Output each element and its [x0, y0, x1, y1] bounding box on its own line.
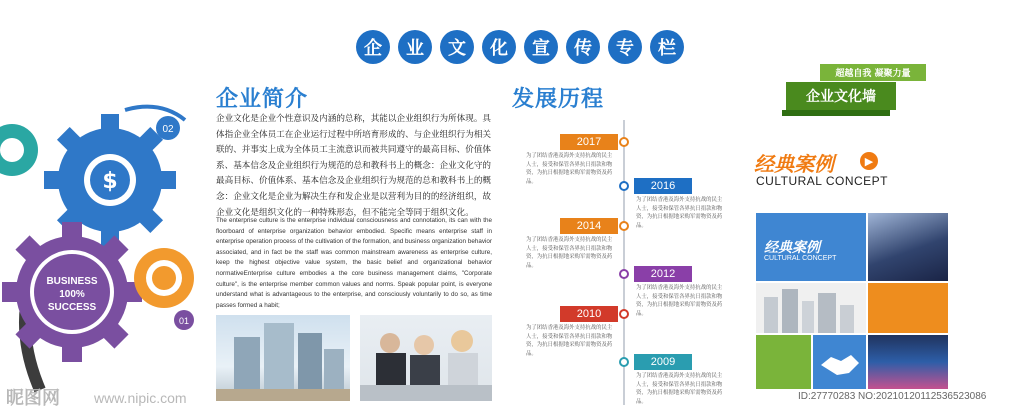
building-photo: [216, 315, 350, 401]
step-02-label: 02: [162, 124, 174, 135]
year-tag: 2010: [560, 306, 618, 322]
intro-chinese-text: 企业文化是企业个性意识及内涵的总称，其能以企业组织行为所体现。具体指企业全体员工在企业运行过程中所培育形成的、与企业组织行为相关联的、并事实上成为全体员工主流意识而被共同遵守的最高目标、价值体系、基本信念及企业组织行为规范的总和教科书上的概念：企业文化守的最高目标、价值体系、基本信念及企业组织行为规范的总和教科书上的概念：企业文化是企业为解决生存和发企业是以营利为目的的经济组织，故企业文化是组织文化的一种特殊形态，但不能完全等同于组织文化。: [216, 114, 492, 218]
business-text: BUSINESS: [46, 276, 98, 287]
tile-heading: 经典案例: [764, 240, 820, 256]
timeline-text: 为了团结香港及海外支持抗战的民主人士，接受和保管各界抗日捐款和物资，为抗日根据地采购军需物资及药品。: [526, 325, 613, 357]
timeline-text: 为了团结香港及海外支持抗战的民主人士，接受和保管各界抗日捐款和物资，为抗日根据地采购军需物资及药品。: [526, 237, 613, 269]
title-char: 宣: [524, 30, 558, 64]
orange-tile: [868, 283, 948, 333]
skyscraper-photo: [868, 213, 948, 281]
wall-slogan: 超越自我 凝聚力量: [820, 64, 926, 81]
wall-title: 企业文化墙: [786, 82, 896, 110]
year-tag: 2017: [560, 134, 618, 150]
title-char: 专: [608, 30, 642, 64]
city-photo: [756, 283, 866, 333]
timeline-text: 为了团结香港及海外支持抗战的民主人士，接受和保管各界抗日捐款和物资，为抗日根据地采购军需物资及药品。: [526, 153, 613, 185]
teal-gear-icon: [0, 124, 38, 176]
case-subheading: CULTURAL CONCEPT: [756, 174, 889, 188]
orange-gear-icon: [134, 248, 194, 308]
title-char: 栏: [650, 30, 684, 64]
timeline-text: 为了团结香港及海外支持抗战的民主人士，接受和保管各界抗日捐款和物资，为抗日根据地采购军需物资及药品。: [636, 285, 723, 317]
business-meeting-photo: [360, 315, 492, 401]
title-char: 化: [482, 30, 516, 64]
handshake-tile: [813, 335, 866, 389]
watermark-id: ID:27770283 NO:20210120112536523086: [798, 391, 987, 402]
wall-title-shadow: [782, 110, 890, 116]
timeline-dot: [619, 137, 629, 147]
title-char: 企: [356, 30, 390, 64]
tile-subheading: CULTURAL CONCEPT: [764, 255, 837, 262]
svg-text:$: $: [102, 169, 118, 194]
watermark-logo: 昵图网: [6, 388, 60, 409]
timeline-dot: [619, 357, 629, 367]
green-tile: [756, 335, 811, 389]
percent-text: 100%: [59, 289, 85, 300]
gears-illustration: [0, 90, 210, 413]
case-tile-blue: [756, 213, 866, 281]
timeline-dot: [619, 181, 629, 191]
handshake-icon: [813, 335, 866, 389]
intro-heading: 企业简介: [216, 87, 309, 112]
light-trails-photo: [868, 335, 948, 389]
timeline-text: 为了团结香港及海外支持抗战的民主人士，接受和保管各界抗日捐款和物资，为抗日根据地采购军需物资及药品。: [636, 373, 723, 405]
timeline-dot: [619, 309, 629, 319]
arrow-right-icon: ▶: [860, 152, 878, 170]
intro-english-text: The enterprise culture is the enterprise individual consciousness and connotation, its can with the floorboard of enterprise organization behavior embodied. Specific means enterprise staff in enterprise operation process of the cultivation of the formation, and business organization behavior associated, and in fact be the staff was common mainstream awareness as enterprise culture, keep the highest objective value system, the basic belief and organizational behavior normativeEnterprise culture embodies a the core business management claims, "Corporate culture", is the enterprise member common values and norms. Speak popular point, is everyone understand what is advantageous to the enterprise, and consciously voluntarily to do so, as time passes formed a habit;: [216, 217, 492, 309]
timeline-dot: [619, 269, 629, 279]
title-char: 文: [440, 30, 474, 64]
year-tag: 2009: [634, 354, 692, 370]
success-text: SUCCESS: [47, 302, 97, 313]
title-char: 传: [566, 30, 600, 64]
curved-arrow-icon: [125, 107, 185, 120]
year-tag: 2016: [634, 178, 692, 194]
step-01-label: 01: [178, 316, 190, 326]
purple-gear: [2, 222, 142, 362]
case-heading: 经典案例: [754, 152, 834, 176]
year-tag: 2012: [634, 266, 692, 282]
year-tag: 2014: [560, 218, 618, 234]
banner-title: [352, 28, 688, 66]
watermark-url: www.nipic.com: [94, 390, 187, 406]
title-char: 业: [398, 30, 432, 64]
timeline-text: 为了团结香港及海外支持抗战的民主人士，接受和保管各界抗日捐款和物资，为抗日根据地采购军需物资及药品。: [636, 197, 723, 229]
history-heading: 发展历程: [512, 87, 605, 112]
timeline-dot: [619, 221, 629, 231]
